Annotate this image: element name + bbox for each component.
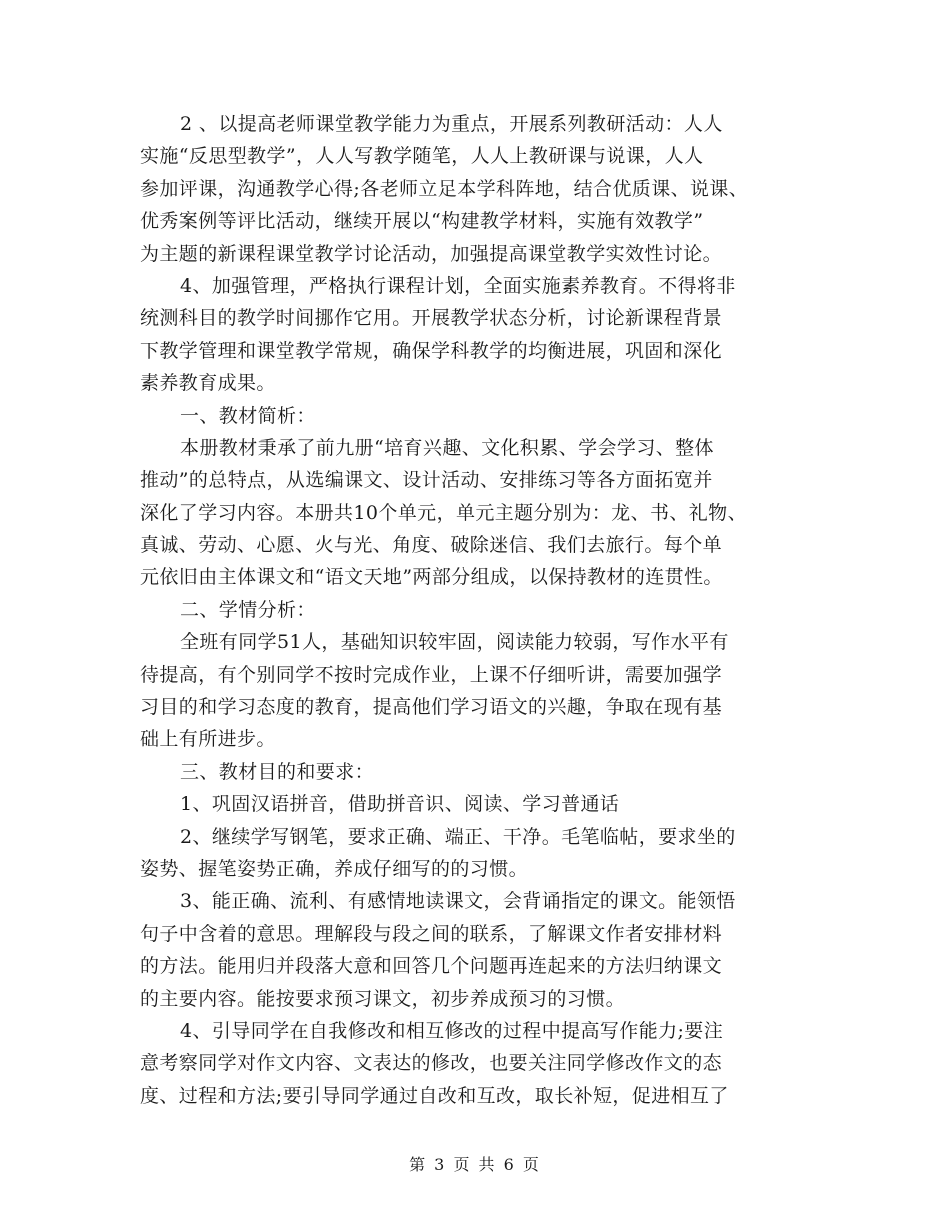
text-line: 度、过程和方法;要引导同学通过自改和互改，取长补短，促进相互了 (140, 1084, 729, 1107)
text-line: 优秀案例等评比活动，继续开展以“构建教学材料，实施有效教学” (140, 210, 704, 233)
text-line: 二、学情分析： (180, 598, 316, 621)
text-line: 的主要内容。能按要求预习课文，初步养成预习的习惯。 (140, 987, 626, 1010)
text-line: 的方法。能用归并段落大意和回答几个问题再连起来的方法归纳课文 (140, 955, 723, 978)
text-line: 1、巩固汉语拼音，借助拼音识、阅读、学习普通话 (180, 793, 620, 816)
text-line: 3、能正确、流利、有感情地读课文，会背诵指定的课文。能领悟 (180, 890, 736, 913)
text-line: 全班有同学51人，基础知识较牢固，阅读能力较弱，写作水平有 (180, 631, 729, 654)
text-line: 2、继续学写钢笔，要求正确、端正、干净。毛笔临帖，要求坐的 (180, 825, 736, 848)
text-line: 真诚、劳动、心愿、火与光、角度、破除迷信、我们去旅行。每个单 (140, 534, 723, 557)
text-line: 待提高，有个别同学不按时完成作业，上课不仔细听讲，需要加强学 (140, 663, 723, 686)
text-line: 元依旧由主体课文和“语文天地”两部分组成，以保持教材的连贯性。 (140, 566, 723, 589)
text-line: 一、教材简析： (180, 404, 316, 427)
text-line: 深化了学习内容。本册共10个单元，单元主题分别为：龙、书、礼物、 (140, 501, 747, 524)
text-line: 4、加强管理，严格执行课程计划，全面实施素养教育。不得将非 (180, 274, 736, 297)
text-line: 4、引导同学在自我修改和相互修改的过程中提高写作能力;要注 (180, 1019, 724, 1042)
text-line: 姿势、握笔姿势正确，养成仔细写的的习惯。 (140, 857, 529, 880)
text-line: 实施“反思型教学”，人人写教学随笔，人人上教研课与说课，人人 (140, 145, 704, 168)
text-line: 统测科目的教学时间挪作它用。开展教学状态分析，讨论新课程背景 (140, 307, 723, 330)
text-line: 素养教育成果。 (140, 372, 276, 395)
text-line: 本册教材秉承了前九册“培育兴趣、文化积累、学会学习、整体 (180, 436, 714, 459)
document-body (140, 108, 820, 1112)
text-line: 推动”的总特点，从选编课文、设计活动、安排练习等各方面拓宽并 (140, 469, 713, 492)
text-line: 下教学管理和课堂教学常规，确保学科教学的均衡进展，巩固和深化 (140, 339, 723, 362)
text-line: 为主题的新课程课堂教学讨论活动，加强提高课堂教学实效性讨论。 (140, 242, 723, 265)
text-line: 意考察同学对作文内容、文表达的修改，也要关注同学修改作文的态 (140, 1052, 723, 1075)
text-line: 句子中含着的意思。理解段与段之间的联系，了解课文作者安排材料 (140, 922, 723, 945)
text-line: 三、教材目的和要求： (180, 760, 375, 783)
text-line: 2 、以提高老师课堂教学能力为重点，开展系列教研活动：人人 (180, 113, 723, 135)
page-footer: 第 3 页 共 6 页 (409, 1155, 541, 1174)
text-line: 习目的和学习态度的教育，提高他们学习语文的兴趣，争取在现有基 (140, 696, 723, 719)
text-line: 参加评课，沟通教学心得;各老师立足本学科阵地，结合优质课、说课、 (140, 177, 749, 200)
text-line: 础上有所进步。 (140, 728, 276, 751)
